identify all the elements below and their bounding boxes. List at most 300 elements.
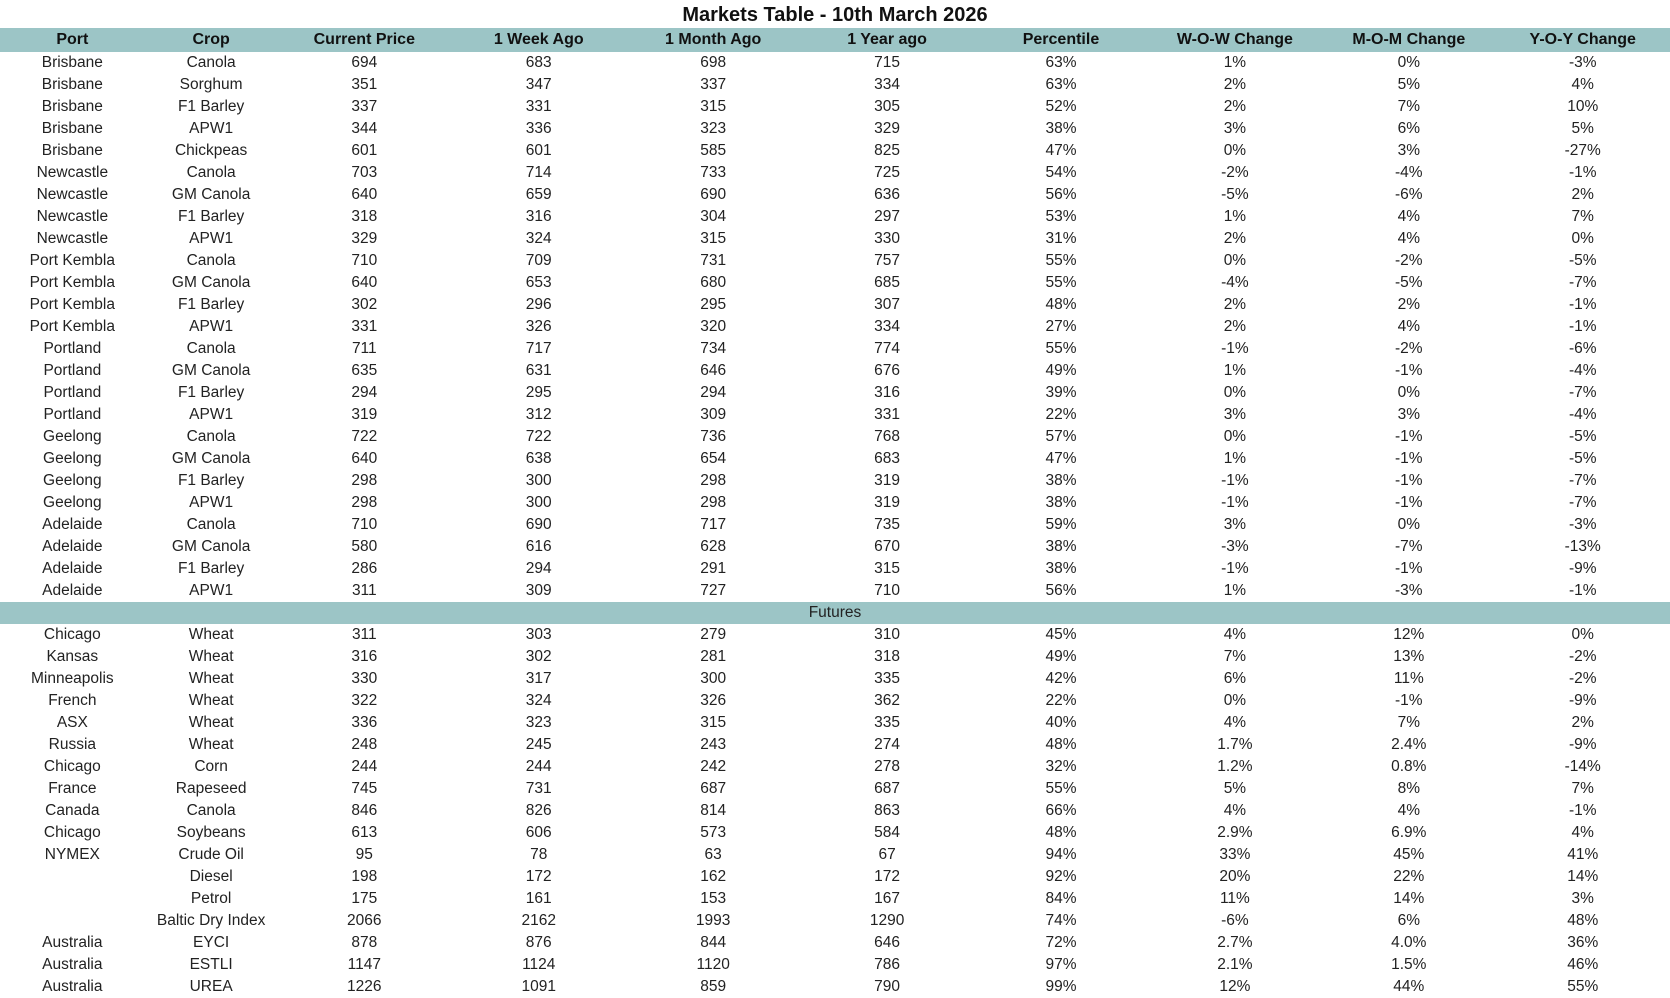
cell-port: Brisbane bbox=[41, 76, 103, 93]
cell-mom-change: -1% bbox=[1395, 692, 1423, 709]
table-row bbox=[0, 822, 1670, 844]
cell-1-week-ago: 731 bbox=[525, 780, 552, 797]
markets-table bbox=[0, 28, 1670, 998]
cell-1-year-ago: 335 bbox=[874, 714, 901, 731]
cell-port bbox=[0, 866, 145, 888]
cell-1-month-ago: 294 bbox=[700, 384, 727, 401]
cell-crop: Corn bbox=[194, 758, 228, 775]
cell-port: Brisbane bbox=[41, 120, 103, 137]
cell-mom-change: -2% bbox=[1395, 252, 1423, 269]
cell-yoy-change: -4% bbox=[1568, 406, 1597, 423]
cell-wow-change: 0% bbox=[1223, 384, 1247, 401]
cell-percentile: 55% bbox=[1045, 780, 1077, 797]
cell-1-year-ago: 646 bbox=[874, 934, 901, 951]
column-header-port: Port bbox=[0, 28, 145, 52]
cell-wow-change: -1% bbox=[1221, 472, 1249, 489]
cell-yoy-change: -7% bbox=[1568, 274, 1597, 291]
cell-current-price: 95 bbox=[355, 846, 373, 863]
cell-mom-change: -1% bbox=[1395, 450, 1423, 467]
cell-1-week-ago: 300 bbox=[525, 472, 552, 489]
table-row bbox=[0, 514, 1670, 536]
cell-1-year-ago: 790 bbox=[874, 978, 901, 995]
cell-crop: F1 Barley bbox=[177, 296, 245, 313]
cell-mom-change: 4% bbox=[1397, 208, 1420, 225]
cell-1-month-ago: 315 bbox=[700, 98, 727, 115]
page-title: Markets Table - 10th March 2026 bbox=[682, 4, 988, 26]
cell-port: Geelong bbox=[43, 450, 102, 467]
cell-1-year-ago: 316 bbox=[874, 384, 901, 401]
cell-percentile: 22% bbox=[1045, 692, 1077, 709]
table-row bbox=[0, 206, 1670, 228]
cell-1-year-ago: 297 bbox=[874, 208, 901, 225]
cell-wow-change: 4% bbox=[1223, 626, 1247, 643]
cell-mom-change: 0% bbox=[1397, 54, 1420, 71]
table-row bbox=[0, 888, 1670, 910]
cell-percentile: 92% bbox=[1045, 868, 1077, 885]
cell-1-year-ago: 636 bbox=[874, 186, 901, 203]
cell-crop: Canola bbox=[186, 428, 236, 445]
table-row bbox=[0, 558, 1670, 580]
table-row bbox=[0, 338, 1670, 360]
cell-1-week-ago: 714 bbox=[525, 164, 552, 181]
table-row bbox=[0, 250, 1670, 272]
cell-mom-change: 6% bbox=[1397, 912, 1420, 929]
cell-1-year-ago: 331 bbox=[874, 406, 901, 423]
cell-1-year-ago: 863 bbox=[874, 802, 901, 819]
cell-port: Canada bbox=[45, 802, 100, 819]
cell-wow-change: 2% bbox=[1223, 230, 1247, 247]
cell-port: Portland bbox=[43, 362, 102, 379]
cell-port: Adelaide bbox=[42, 538, 103, 555]
cell-mom-change: 6% bbox=[1397, 120, 1420, 137]
cell-1-week-ago: 690 bbox=[525, 516, 552, 533]
cell-yoy-change: -7% bbox=[1568, 384, 1597, 401]
cell-1-year-ago: 735 bbox=[874, 516, 901, 533]
column-header-mom-change: M-O-M Change bbox=[1322, 28, 1495, 52]
cell-port: French bbox=[48, 692, 97, 709]
cell-mom-change: 2% bbox=[1397, 296, 1420, 313]
table-row bbox=[0, 954, 1670, 976]
cell-current-price: 311 bbox=[351, 626, 377, 643]
cell-mom-change: -7% bbox=[1395, 538, 1423, 555]
cell-1-year-ago: 319 bbox=[874, 472, 901, 489]
cell-mom-change: 7% bbox=[1397, 714, 1420, 731]
column-header-percentile: Percentile bbox=[974, 28, 1147, 52]
cell-current-price: 248 bbox=[351, 736, 378, 753]
cell-crop: F1 Barley bbox=[177, 208, 245, 225]
cell-crop: Chickpeas bbox=[174, 142, 248, 159]
cell-current-price: 846 bbox=[351, 802, 378, 819]
cell-wow-change: 1% bbox=[1223, 450, 1247, 467]
column-header-1-month-ago: 1 Month Ago bbox=[626, 28, 799, 52]
cell-port: Newcastle bbox=[36, 230, 109, 247]
cell-1-week-ago: 294 bbox=[525, 560, 552, 577]
cell-crop: Canola bbox=[186, 252, 236, 269]
cell-1-year-ago: 774 bbox=[874, 340, 901, 357]
cell-crop: Rapeseed bbox=[175, 780, 247, 797]
futures-section bbox=[0, 602, 1670, 624]
table-row bbox=[0, 756, 1670, 778]
cell-port: Adelaide bbox=[42, 516, 103, 533]
cell-current-price: 613 bbox=[351, 824, 378, 841]
cell-wow-change: 2% bbox=[1223, 98, 1247, 115]
table-row bbox=[0, 404, 1670, 426]
table-row bbox=[0, 272, 1670, 294]
cell-wow-change: 3% bbox=[1223, 516, 1247, 533]
cell-yoy-change: 0% bbox=[1571, 626, 1594, 643]
cell-port: Portland bbox=[43, 384, 102, 401]
cell-crop: Crude Oil bbox=[178, 846, 244, 863]
cell-yoy-change: -5% bbox=[1568, 252, 1597, 269]
cell-1-month-ago: 585 bbox=[700, 142, 727, 159]
cell-yoy-change: 2% bbox=[1571, 186, 1594, 203]
cell-current-price: 711 bbox=[351, 340, 377, 357]
cell-current-price: 580 bbox=[351, 538, 378, 555]
cell-1-year-ago: 172 bbox=[874, 868, 901, 885]
cell-percentile: 47% bbox=[1045, 142, 1077, 159]
table-row bbox=[0, 910, 1670, 932]
cell-percentile: 56% bbox=[1045, 582, 1077, 599]
table-row bbox=[0, 712, 1670, 734]
cell-1-week-ago: 659 bbox=[525, 186, 552, 203]
table-row bbox=[0, 646, 1670, 668]
cell-1-week-ago: 722 bbox=[525, 428, 552, 445]
cell-wow-change: 4% bbox=[1223, 802, 1247, 819]
cell-wow-change: 3% bbox=[1223, 120, 1247, 137]
cell-current-price: 298 bbox=[351, 472, 378, 489]
table-row bbox=[0, 734, 1670, 756]
cell-1-week-ago: 300 bbox=[525, 494, 552, 511]
table-row bbox=[0, 536, 1670, 558]
cell-current-price: 710 bbox=[351, 516, 378, 533]
cell-1-month-ago: 1120 bbox=[696, 956, 730, 973]
cell-1-month-ago: 573 bbox=[700, 824, 727, 841]
cell-1-week-ago: 317 bbox=[525, 670, 552, 687]
cell-yoy-change: -2% bbox=[1568, 670, 1597, 687]
cell-mom-change: 3% bbox=[1397, 406, 1420, 423]
table-row bbox=[0, 162, 1670, 184]
cell-1-month-ago: 859 bbox=[700, 978, 727, 995]
cell-percentile: 63% bbox=[1045, 76, 1077, 93]
cell-port: Adelaide bbox=[42, 582, 103, 599]
cell-mom-change: 0.8% bbox=[1391, 758, 1427, 775]
cell-current-price: 329 bbox=[351, 230, 378, 247]
cell-1-month-ago: 242 bbox=[700, 758, 727, 775]
table-row bbox=[0, 580, 1670, 602]
cell-wow-change: 0% bbox=[1223, 142, 1247, 159]
cell-mom-change: 4.0% bbox=[1391, 934, 1427, 951]
table-row bbox=[0, 228, 1670, 250]
cell-wow-change: 6% bbox=[1223, 670, 1247, 687]
cell-percentile: 54% bbox=[1045, 164, 1077, 181]
cell-mom-change: 2.4% bbox=[1391, 736, 1427, 753]
cell-percentile: 39% bbox=[1045, 384, 1077, 401]
cell-yoy-change: -1% bbox=[1568, 802, 1597, 819]
cell-yoy-change: 7% bbox=[1571, 780, 1594, 797]
cell-yoy-change: -14% bbox=[1564, 758, 1601, 775]
cell-crop: Wheat bbox=[188, 670, 234, 687]
cell-percentile: 84% bbox=[1045, 890, 1077, 907]
cell-yoy-change: -7% bbox=[1568, 494, 1597, 511]
cell-mom-change: 44% bbox=[1393, 978, 1425, 995]
cell-yoy-change: -5% bbox=[1568, 428, 1597, 445]
cell-1-week-ago: 2162 bbox=[521, 912, 556, 929]
cell-port: Port Kembla bbox=[29, 296, 115, 313]
cell-crop: F1 Barley bbox=[177, 384, 245, 401]
cell-port: Geelong bbox=[43, 494, 102, 511]
cell-1-week-ago: 1124 bbox=[522, 956, 556, 973]
cell-1-month-ago: 162 bbox=[700, 868, 727, 885]
cell-port: Newcastle bbox=[36, 208, 109, 225]
cell-port: Portland bbox=[43, 340, 102, 357]
cell-port: Port Kembla bbox=[29, 274, 115, 291]
table-row bbox=[0, 492, 1670, 514]
table-row bbox=[0, 932, 1670, 954]
cell-1-year-ago: 1290 bbox=[869, 912, 905, 929]
cell-1-month-ago: 654 bbox=[700, 450, 727, 467]
cell-mom-change: 45% bbox=[1393, 846, 1425, 863]
cell-yoy-change: -3% bbox=[1568, 54, 1597, 71]
cell-mom-change: 12% bbox=[1393, 626, 1425, 643]
cell-1-week-ago: 1091 bbox=[521, 978, 556, 995]
cell-1-year-ago: 362 bbox=[874, 692, 901, 709]
column-header-1-year-ago: 1 Year ago bbox=[800, 28, 974, 52]
cell-current-price: 722 bbox=[351, 428, 378, 445]
cell-1-month-ago: 680 bbox=[700, 274, 727, 291]
physical-markets-body bbox=[0, 52, 1670, 602]
table-row bbox=[0, 800, 1670, 822]
cell-percentile: 32% bbox=[1045, 758, 1077, 775]
cell-mom-change: -1% bbox=[1395, 362, 1423, 379]
cell-current-price: 635 bbox=[351, 362, 378, 379]
cell-mom-change: -1% bbox=[1395, 472, 1423, 489]
cell-wow-change: 12% bbox=[1219, 978, 1251, 995]
cell-current-price: 640 bbox=[351, 274, 378, 291]
cell-wow-change: 1% bbox=[1223, 362, 1247, 379]
cell-1-month-ago: 1993 bbox=[695, 912, 731, 929]
cell-crop: Wheat bbox=[188, 736, 234, 753]
cell-yoy-change: 48% bbox=[1567, 912, 1599, 929]
cell-wow-change: -1% bbox=[1221, 494, 1249, 511]
cell-yoy-change: -1% bbox=[1568, 582, 1597, 599]
cell-1-week-ago: 601 bbox=[525, 142, 552, 159]
cell-percentile: 38% bbox=[1045, 538, 1077, 555]
cell-port: Brisbane bbox=[41, 54, 103, 71]
cell-wow-change: 3% bbox=[1223, 406, 1247, 423]
cell-percentile: 48% bbox=[1045, 736, 1077, 753]
cell-percentile: 55% bbox=[1045, 340, 1077, 357]
cell-1-month-ago: 690 bbox=[700, 186, 727, 203]
cell-crop: APW1 bbox=[189, 230, 234, 247]
cell-current-price: 1226 bbox=[347, 978, 382, 995]
cell-1-month-ago: 727 bbox=[700, 582, 727, 599]
cell-port: Australia bbox=[42, 978, 103, 995]
cell-wow-change: 11% bbox=[1219, 890, 1250, 907]
cell-1-year-ago: 715 bbox=[874, 54, 901, 71]
cell-percentile: 38% bbox=[1045, 560, 1077, 577]
cell-percentile: 63% bbox=[1045, 54, 1077, 71]
cell-port: Portland bbox=[43, 406, 102, 423]
cell-current-price: 311 bbox=[351, 582, 377, 599]
cell-crop: APW1 bbox=[189, 494, 234, 511]
cell-percentile: 27% bbox=[1045, 318, 1077, 335]
cell-1-year-ago: 319 bbox=[874, 494, 901, 511]
table-row bbox=[0, 52, 1670, 74]
cell-1-week-ago: 296 bbox=[525, 296, 552, 313]
cell-yoy-change: 55% bbox=[1567, 978, 1599, 995]
cell-current-price: 336 bbox=[351, 714, 378, 731]
cell-mom-change: 0% bbox=[1397, 516, 1420, 533]
cell-wow-change: 1% bbox=[1223, 582, 1247, 599]
cell-port: Geelong bbox=[43, 428, 102, 445]
cell-port bbox=[0, 888, 145, 910]
cell-1-year-ago: 768 bbox=[874, 428, 901, 445]
cell-1-month-ago: 281 bbox=[700, 648, 727, 665]
cell-1-month-ago: 298 bbox=[700, 494, 727, 511]
cell-1-month-ago: 279 bbox=[700, 626, 727, 643]
cell-1-month-ago: 298 bbox=[700, 472, 727, 489]
cell-yoy-change: 41% bbox=[1567, 846, 1599, 863]
cell-yoy-change: -6% bbox=[1568, 340, 1597, 357]
table-row bbox=[0, 316, 1670, 338]
cell-yoy-change: 0% bbox=[1571, 230, 1594, 247]
cell-crop: Wheat bbox=[188, 714, 234, 731]
cell-1-year-ago: 334 bbox=[874, 76, 901, 93]
cell-1-year-ago: 318 bbox=[874, 648, 901, 665]
cell-yoy-change: -5% bbox=[1568, 450, 1597, 467]
cell-wow-change: -5% bbox=[1221, 186, 1249, 203]
cell-crop: Baltic Dry Index bbox=[156, 912, 266, 929]
cell-wow-change: 2% bbox=[1223, 318, 1247, 335]
cell-1-week-ago: 323 bbox=[525, 714, 552, 731]
cell-current-price: 286 bbox=[351, 560, 378, 577]
table-row bbox=[0, 976, 1670, 998]
cell-crop: APW1 bbox=[189, 318, 234, 335]
cell-crop: F1 Barley bbox=[177, 472, 245, 489]
cell-yoy-change: -1% bbox=[1568, 164, 1597, 181]
cell-current-price: 331 bbox=[351, 318, 378, 335]
cell-crop: ESTLI bbox=[189, 956, 233, 973]
cell-yoy-change: 3% bbox=[1571, 890, 1594, 907]
cell-current-price: 316 bbox=[351, 648, 378, 665]
cell-wow-change: 2.9% bbox=[1217, 824, 1253, 841]
cell-port: Minneapolis bbox=[30, 670, 114, 687]
table-row bbox=[0, 294, 1670, 316]
cell-1-year-ago: 725 bbox=[874, 164, 901, 181]
cell-1-week-ago: 324 bbox=[525, 692, 552, 709]
cell-mom-change: -5% bbox=[1395, 274, 1423, 291]
cell-1-month-ago: 731 bbox=[700, 252, 727, 269]
cell-yoy-change: 7% bbox=[1571, 208, 1594, 225]
cell-1-year-ago: 278 bbox=[874, 758, 901, 775]
cell-wow-change: 0% bbox=[1223, 428, 1247, 445]
cell-mom-change: 5% bbox=[1397, 76, 1420, 93]
cell-1-year-ago: 307 bbox=[874, 296, 901, 313]
cell-1-week-ago: 331 bbox=[525, 98, 552, 115]
table-row bbox=[0, 382, 1670, 404]
cell-yoy-change: -1% bbox=[1568, 296, 1597, 313]
cell-1-week-ago: 245 bbox=[525, 736, 552, 753]
cell-yoy-change: -7% bbox=[1568, 472, 1597, 489]
cell-percentile: 72% bbox=[1045, 934, 1077, 951]
cell-percentile: 99% bbox=[1045, 978, 1077, 995]
cell-1-year-ago: 335 bbox=[874, 670, 901, 687]
cell-port: Australia bbox=[42, 956, 103, 973]
cell-yoy-change: -9% bbox=[1568, 736, 1597, 753]
cell-crop: Diesel bbox=[189, 868, 233, 885]
cell-crop: Canola bbox=[186, 340, 236, 357]
cell-mom-change: -6% bbox=[1395, 186, 1423, 203]
cell-mom-change: 0% bbox=[1397, 384, 1420, 401]
cell-wow-change: -4% bbox=[1221, 274, 1249, 291]
cell-port: Chicago bbox=[43, 824, 101, 841]
cell-current-price: 319 bbox=[351, 406, 378, 423]
cell-1-month-ago: 243 bbox=[700, 736, 727, 753]
cell-wow-change: 20% bbox=[1219, 868, 1251, 885]
cell-1-year-ago: 710 bbox=[874, 582, 901, 599]
cell-yoy-change: -9% bbox=[1568, 692, 1597, 709]
cell-crop: APW1 bbox=[189, 582, 234, 599]
cell-percentile: 22% bbox=[1045, 406, 1077, 423]
cell-yoy-change: -9% bbox=[1568, 560, 1597, 577]
cell-mom-change: 14% bbox=[1393, 890, 1425, 907]
cell-mom-change: 3% bbox=[1397, 142, 1420, 159]
cell-percentile: 38% bbox=[1045, 472, 1077, 489]
section-header-row bbox=[0, 602, 1670, 624]
cell-yoy-change: 4% bbox=[1571, 824, 1594, 841]
cell-percentile: 97% bbox=[1045, 956, 1077, 973]
cell-1-week-ago: 616 bbox=[525, 538, 552, 555]
cell-1-year-ago: 825 bbox=[874, 142, 901, 159]
cell-current-price: 710 bbox=[351, 252, 378, 269]
cell-mom-change: 4% bbox=[1397, 802, 1420, 819]
cell-1-month-ago: 734 bbox=[700, 340, 727, 357]
cell-crop: Petrol bbox=[190, 890, 232, 907]
cell-yoy-change: -4% bbox=[1568, 362, 1597, 379]
column-header-wow-change: W-O-W Change bbox=[1148, 28, 1322, 52]
cell-yoy-change: -13% bbox=[1564, 538, 1601, 555]
column-header-current-price: Current Price bbox=[278, 28, 451, 52]
cell-port: Newcastle bbox=[36, 164, 109, 181]
cell-mom-change: 1.5% bbox=[1391, 956, 1427, 973]
cell-percentile: 55% bbox=[1045, 252, 1077, 269]
cell-current-price: 640 bbox=[351, 186, 378, 203]
cell-current-price: 2066 bbox=[347, 912, 382, 929]
cell-1-week-ago: 161 bbox=[525, 890, 552, 907]
cell-wow-change: 1.2% bbox=[1217, 758, 1253, 775]
cell-1-year-ago: 67 bbox=[878, 846, 896, 863]
cell-current-price: 703 bbox=[351, 164, 378, 181]
cell-mom-change: -1% bbox=[1395, 560, 1423, 577]
cell-mom-change: 11% bbox=[1393, 670, 1424, 687]
cell-percentile: 42% bbox=[1045, 670, 1077, 687]
cell-1-year-ago: 315 bbox=[874, 560, 901, 577]
cell-port: Russia bbox=[48, 736, 97, 753]
cell-crop: GM Canola bbox=[171, 450, 251, 467]
cell-yoy-change: 5% bbox=[1571, 120, 1594, 137]
cell-mom-change: 7% bbox=[1397, 98, 1420, 115]
cell-1-week-ago: 653 bbox=[525, 274, 552, 291]
cell-1-year-ago: 334 bbox=[874, 318, 901, 335]
cell-crop: Wheat bbox=[188, 648, 234, 665]
cell-1-month-ago: 326 bbox=[700, 692, 727, 709]
cell-1-week-ago: 826 bbox=[525, 802, 552, 819]
cell-yoy-change: -27% bbox=[1564, 142, 1601, 159]
cell-wow-change: -1% bbox=[1221, 340, 1249, 357]
cell-1-month-ago: 628 bbox=[700, 538, 727, 555]
cell-crop: GM Canola bbox=[171, 362, 251, 379]
cell-yoy-change: 46% bbox=[1567, 956, 1599, 973]
